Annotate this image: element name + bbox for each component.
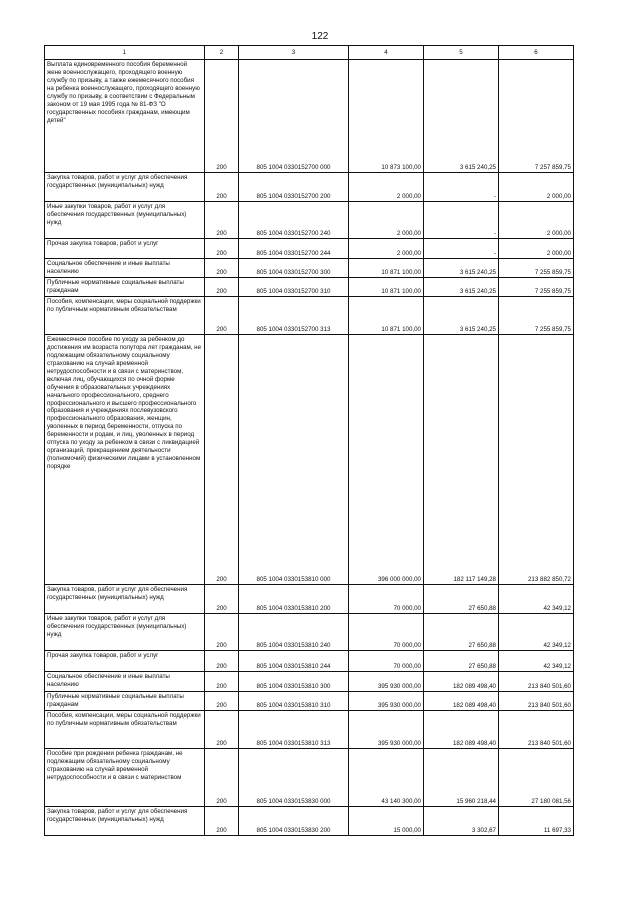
- row-kbk: 805 1004 0330152700 310: [239, 278, 349, 297]
- row-remaining: 7 255 859,75: [499, 297, 574, 335]
- row-kbk: 805 1004 0330152700 313: [239, 297, 349, 335]
- row-name: Прочая закупка товаров, работ и услуг: [45, 651, 205, 672]
- column-header-4: 4: [349, 46, 424, 60]
- column-header-3: 3: [239, 46, 349, 60]
- row-executed: 27 650,88: [424, 614, 499, 651]
- row-kbk: 805 1004 0330152700 300: [239, 259, 349, 278]
- row-code: 200: [205, 259, 239, 278]
- row-kbk: 805 1004 0330153810 240: [239, 614, 349, 651]
- row-remaining: 7 255 859,75: [499, 278, 574, 297]
- row-executed: 3 615 240,25: [424, 60, 499, 173]
- table-row: [45, 711, 574, 749]
- row-approved: 10 871 100,00: [349, 297, 424, 335]
- table-row: [45, 692, 574, 711]
- row-code: 200: [205, 335, 239, 585]
- row-name: Публичные нормативные социальные выплаты гражданам: [45, 278, 205, 297]
- row-kbk: 805 1004 0330153830 200: [239, 807, 349, 836]
- budget-table: [44, 45, 574, 836]
- row-remaining: 2 000,00: [499, 239, 574, 259]
- row-remaining: 7 257 859,75: [499, 60, 574, 173]
- row-remaining: 27 180 081,56: [499, 749, 574, 807]
- row-code: 200: [205, 749, 239, 807]
- row-remaining: 213 882 850,72: [499, 335, 574, 585]
- row-approved: 396 000 000,00: [349, 335, 424, 585]
- row-executed: -: [424, 202, 499, 239]
- row-code: 200: [205, 60, 239, 173]
- table-row: [45, 672, 574, 692]
- row-code: 200: [205, 672, 239, 692]
- row-remaining: 42 349,12: [499, 614, 574, 651]
- row-name: Ежемесячное пособие по уходу за ребенком до достижения им возраста полутора лет гражданам, не подлежащим обязательному социальному страхованию на случай временной нетрудоспособности и в связи с материнством, включая лиц, обучающихся по очной форме обучения в образовательных учреждениях начального профессионального, среднего профессионального и высшего профессионального образования и учреждениях послевузовского профессионального образования, женщин, уволенных в период беременности, отпуска по беременности и родам, и лиц, уволенных в период отпуска по уходу за ребенком в связи с ликвидацией организаций, прекращением деятельности (полномочий) физическими лицами в установленном порядке: [45, 335, 205, 585]
- row-approved: 43 140 300,00: [349, 749, 424, 807]
- row-approved: 70 000,00: [349, 651, 424, 672]
- row-approved: 2 000,00: [349, 173, 424, 202]
- row-executed: -: [424, 239, 499, 259]
- row-name: Социальное обеспечение и иные выплаты населению: [45, 672, 205, 692]
- row-executed: -: [424, 173, 499, 202]
- table-row: [45, 278, 574, 297]
- row-remaining: 2 000,00: [499, 202, 574, 239]
- table-row: [45, 807, 574, 836]
- row-kbk: 805 1004 0330153810 000: [239, 335, 349, 585]
- row-executed: 3 615 240,25: [424, 259, 499, 278]
- row-code: 200: [205, 614, 239, 651]
- row-approved: 395 930 000,00: [349, 672, 424, 692]
- row-executed: 27 650,88: [424, 651, 499, 672]
- page-number: 122: [311, 31, 329, 42]
- row-code: 200: [205, 202, 239, 239]
- row-kbk: 805 1004 0330152700 244: [239, 239, 349, 259]
- row-name: Закупка товаров, работ и услуг для обеспечения государственных (муниципальных) нужд: [45, 173, 205, 202]
- table-row: [45, 749, 574, 807]
- row-name: Прочая закупка товаров, работ и услуг: [45, 239, 205, 259]
- table-row: [45, 335, 574, 585]
- row-approved: 10 871 100,00: [349, 278, 424, 297]
- row-code: 200: [205, 173, 239, 202]
- row-executed: 182 089 498,40: [424, 672, 499, 692]
- row-approved: 2 000,00: [349, 202, 424, 239]
- row-name: Закупка товаров, работ и услуг для обеспечения государственных (муниципальных) нужд: [45, 807, 205, 836]
- column-header-2: 2: [205, 46, 239, 60]
- row-kbk: 805 1004 0330153810 310: [239, 692, 349, 711]
- table-row: [45, 651, 574, 672]
- row-name: Иные закупки товаров, работ и услуг для обеспечения государственных (муниципальных) нужд: [45, 202, 205, 239]
- row-executed: 182 089 498,40: [424, 692, 499, 711]
- row-executed: 15 960 218,44: [424, 749, 499, 807]
- row-code: 200: [205, 711, 239, 749]
- row-remaining: 42 349,12: [499, 651, 574, 672]
- table-row: [45, 259, 574, 278]
- row-code: 200: [205, 692, 239, 711]
- row-kbk: 805 1004 0330152700 000: [239, 60, 349, 173]
- row-executed: 3 615 240,25: [424, 278, 499, 297]
- table-row: [45, 297, 574, 335]
- row-name: Социальное обеспечение и иные выплаты населению: [45, 259, 205, 278]
- row-executed: 27 650,88: [424, 585, 499, 614]
- table-row: [45, 239, 574, 259]
- row-remaining: 213 840 501,60: [499, 711, 574, 749]
- row-kbk: 805 1004 0330153810 244: [239, 651, 349, 672]
- row-kbk: 805 1004 0330153810 313: [239, 711, 349, 749]
- header-row: [45, 46, 574, 60]
- row-executed: 182 089 498,40: [424, 711, 499, 749]
- row-code: 200: [205, 297, 239, 335]
- column-header-1: 1: [45, 46, 205, 60]
- row-approved: 70 000,00: [349, 585, 424, 614]
- table-row: [45, 585, 574, 614]
- row-approved: 10 871 100,00: [349, 259, 424, 278]
- row-code: 200: [205, 651, 239, 672]
- row-approved: 395 930 000,00: [349, 711, 424, 749]
- row-remaining: 7 255 859,75: [499, 259, 574, 278]
- row-code: 200: [205, 585, 239, 614]
- row-executed: 3 615 240,25: [424, 297, 499, 335]
- table-row: [45, 202, 574, 239]
- row-name: Выплата единовременного пособия беременной жене военнослужащего, проходящего военную службу по призыву, а также ежемесячного пособия на ребенка военнослужащего, проходящего военную службу по призыву, в соответствии с Федеральным законом от 19 мая 1995 года № 81-ФЗ "О государственных пособиях гражданам, имеющим детей": [45, 60, 205, 173]
- row-code: 200: [205, 239, 239, 259]
- column-header-5: 5: [424, 46, 499, 60]
- row-kbk: 805 1004 0330152700 240: [239, 202, 349, 239]
- row-remaining: 11 697,33: [499, 807, 574, 836]
- row-kbk: 805 1004 0330153830 000: [239, 749, 349, 807]
- table-row: [45, 173, 574, 202]
- row-name: Публичные нормативные социальные выплаты гражданам: [45, 692, 205, 711]
- row-approved: 2 000,00: [349, 239, 424, 259]
- row-remaining: 2 000,00: [499, 173, 574, 202]
- table-row: [45, 60, 574, 173]
- row-kbk: 805 1004 0330152700 200: [239, 173, 349, 202]
- table-row: [45, 614, 574, 651]
- row-name: Иные закупки товаров, работ и услуг для обеспечения государственных (муниципальных) нужд: [45, 614, 205, 651]
- row-remaining: 213 840 501,60: [499, 692, 574, 711]
- row-executed: 182 117 149,28: [424, 335, 499, 585]
- row-approved: 10 873 100,00: [349, 60, 424, 173]
- row-executed: 3 302,67: [424, 807, 499, 836]
- row-approved: 15 000,00: [349, 807, 424, 836]
- row-name: Пособия, компенсации, меры социальной поддержки по публичным нормативным обязательствам: [45, 297, 205, 335]
- row-approved: 395 930 000,00: [349, 692, 424, 711]
- row-kbk: 805 1004 0330153810 200: [239, 585, 349, 614]
- row-name: Пособия, компенсации, меры социальной поддержки по публичным нормативным обязательствам: [45, 711, 205, 749]
- row-remaining: 42 349,12: [499, 585, 574, 614]
- row-code: 200: [205, 278, 239, 297]
- row-code: 200: [205, 807, 239, 836]
- row-name: Закупка товаров, работ и услуг для обеспечения государственных (муниципальных) нужд: [45, 585, 205, 614]
- row-kbk: 805 1004 0330153810 300: [239, 672, 349, 692]
- column-header-6: 6: [499, 46, 574, 60]
- row-name: Пособие при рождении ребенка гражданам, не подлежащим обязательному социальному страхованию на случай временной нетрудоспособности и в связи с материнством: [45, 749, 205, 807]
- row-remaining: 213 840 501,60: [499, 672, 574, 692]
- row-approved: 70 000,00: [349, 614, 424, 651]
